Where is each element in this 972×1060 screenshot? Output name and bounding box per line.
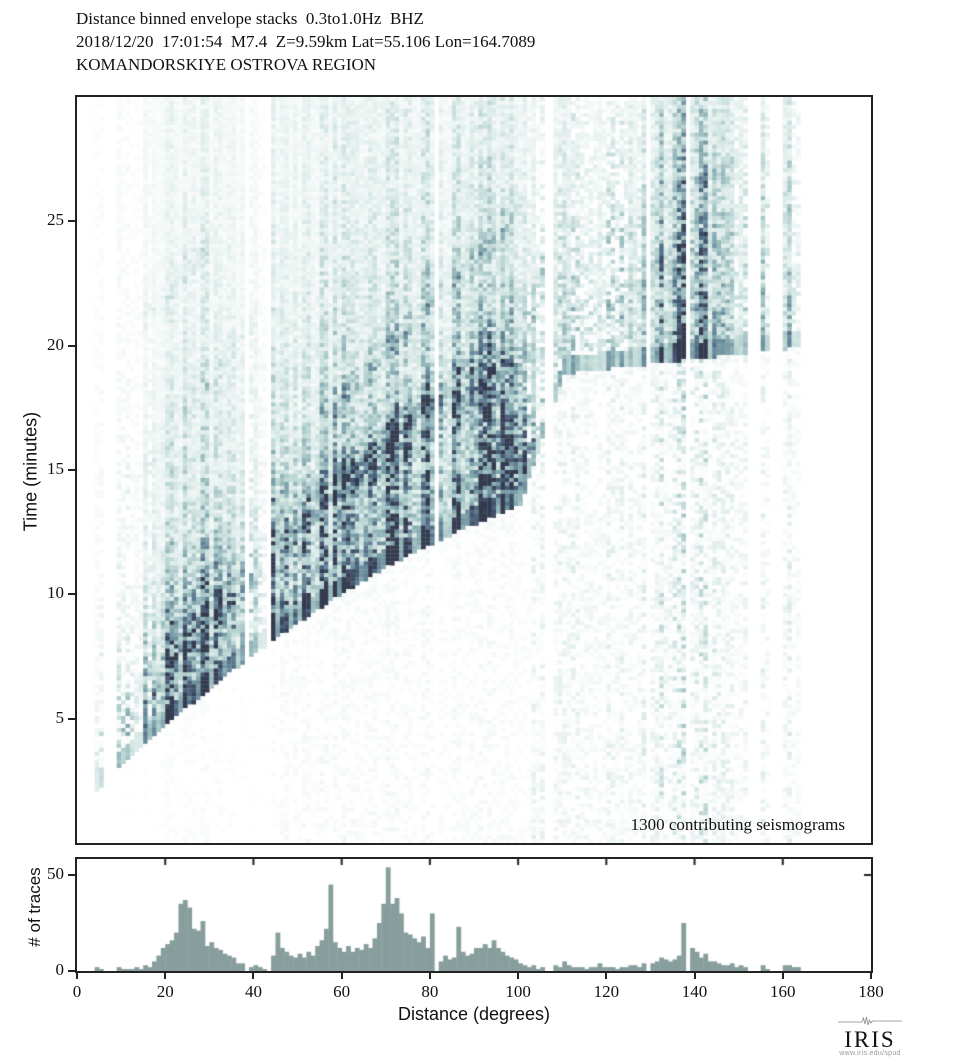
time-axis-title: Time (minutes)	[20, 411, 41, 532]
x-tick	[870, 973, 872, 979]
x-tick-label: 80	[421, 982, 439, 1001]
figure-title: Distance binned envelope stacks 0.3to1.0Hz BHZ	[76, 9, 424, 28]
y-tick-label: 15	[47, 459, 64, 478]
envelope-stack-plot	[75, 95, 873, 845]
hist-y-tick	[68, 874, 75, 876]
y-tick-label: 5	[55, 707, 64, 727]
y-tick-label: 25	[47, 210, 64, 230]
y-tick	[68, 345, 75, 347]
x-tick	[252, 973, 254, 979]
x-tick-label: 60	[333, 982, 351, 1001]
iris-logo-text: IRIS	[844, 1027, 896, 1052]
event-info-line: 2018/12/20 17:01:54 M7.4 Z=9.59km Lat=55.106 Lon=164.7089	[76, 32, 536, 51]
x-tick-label: 140	[681, 982, 708, 1001]
y-tick-label: 10	[47, 583, 64, 603]
x-tick-label: 20	[156, 982, 174, 1001]
x-tick-label: 0	[72, 982, 82, 1001]
iris-logo-url: www.iris.edu/spud	[839, 1050, 901, 1057]
distance-axis-title: Distance (degrees)	[397, 1004, 551, 1024]
hist-y-tick-label: 50	[47, 864, 64, 883]
y-tick	[68, 469, 75, 471]
trace-histogram-canvas	[77, 859, 871, 971]
contributing-seismograms-annotation: 1300 contributing seismograms	[630, 815, 845, 834]
x-tick	[517, 973, 519, 979]
x-tick-label: 100	[505, 982, 531, 1001]
x-tick	[76, 973, 78, 979]
x-tick-label: 180	[858, 982, 884, 1001]
y-tick	[68, 593, 75, 595]
x-tick	[694, 973, 696, 979]
x-tick	[605, 973, 607, 979]
hist-y-tick	[68, 970, 75, 972]
x-tick	[164, 973, 166, 979]
region-name: KOMANDORSKIYE OSTROVA REGION	[76, 55, 377, 74]
hist-y-tick-label: 0	[55, 960, 64, 979]
x-tick-label: 40	[244, 982, 262, 1001]
x-tick	[782, 973, 784, 979]
x-tick-label: 120	[593, 982, 620, 1001]
y-tick-label: 20	[47, 334, 64, 354]
y-tick	[68, 718, 75, 720]
iris-logo	[830, 1012, 910, 1057]
y-tick	[68, 220, 75, 222]
seismogram-squiggle-icon	[838, 1015, 902, 1025]
x-tick	[429, 973, 431, 979]
x-tick	[341, 973, 343, 979]
x-tick-label: 160	[770, 982, 796, 1001]
trace-histogram-plot	[75, 857, 873, 973]
envelope-heatmap-canvas	[77, 97, 871, 843]
traces-axis-title: # of traces	[25, 867, 44, 947]
